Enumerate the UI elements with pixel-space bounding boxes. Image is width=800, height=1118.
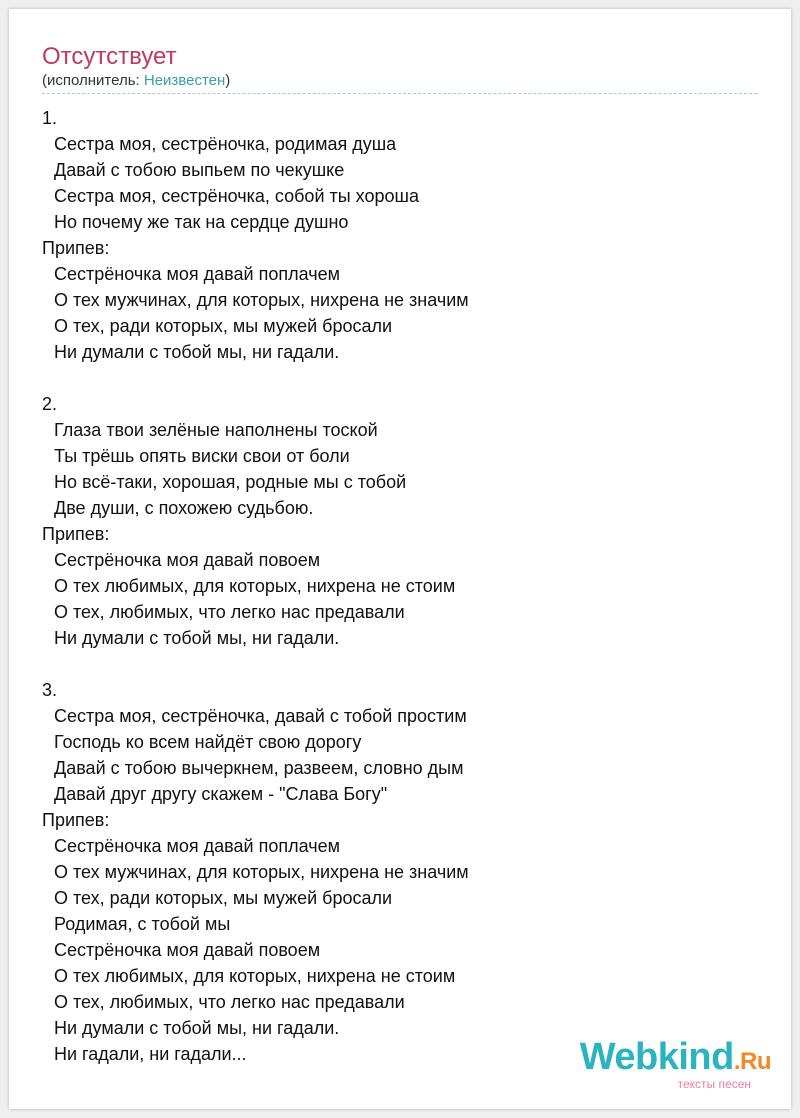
lyric-line: Ни гадали, ни гадали... [54,1044,247,1064]
logo-name: Webkind [579,1036,734,1078]
lyric-section-label: 2. [42,394,58,414]
lyric-section-label: 3. [42,680,58,700]
logo-tld: .Ru [733,1048,771,1075]
lyric-line: О тех, ради которых, мы мужей бросали [54,888,393,908]
lyric-section-label: Припев: [42,524,110,544]
lyric-line: О тех любимых, для которых, нихрена не стоим [54,576,456,596]
lyric-line: Сестрёночка моя давай поплачем [54,264,340,284]
artist-suffix: ) [225,72,231,89]
lyric-line: Сестра моя, сестрёночка, собой ты хороша [54,186,419,206]
artist-link[interactable]: Неизвестен [143,72,226,89]
lyric-line: Ни думали с тобой мы, ни гадали. [54,1018,340,1038]
song-title: Отсутствует [42,43,177,70]
lyric-section-label: 1. [42,108,58,128]
lyric-line: О тех, любимых, что легко нас предавали [54,602,405,622]
lyrics-page [9,9,791,1109]
lyric-line: О тех мужчинах, для которых, нихрена не значим [54,862,469,882]
lyric-line: Давай с тобою выпьем по чекушке [54,160,345,180]
lyric-line: Ты трёшь опять виски свои от боли [54,446,350,466]
lyric-line: Две души, с похожею судьбою. [54,498,314,518]
lyric-spacer [42,651,762,677]
artist-prefix: (исполнитель: [42,72,144,89]
site-logo[interactable] [580,1038,771,1091]
lyric-line: Сестрёночка моя давай повоем [54,940,321,960]
artist-line [42,72,230,89]
lyric-line: Сестрёночка моя давай поплачем [54,836,340,856]
logo-tagline: тексты песен [677,1077,751,1091]
lyric-line: Сестра моя, сестрёночка, родимая душа [54,134,397,154]
lyric-line: О тех, ради которых, мы мужей бросали [54,316,393,336]
lyric-line: Давай друг другу скажем - "Слава Богу" [54,784,388,804]
lyric-spacer [42,365,762,391]
lyric-line: Сестрёночка моя давай повоем [54,550,321,570]
lyric-line: Ни думали с тобой мы, ни гадали. [54,342,340,362]
lyric-line: Господь ко всем найдёт свою дорогу [54,732,362,752]
header-divider [42,93,757,94]
lyric-line: О тех мужчинах, для которых, нихрена не значим [54,290,469,310]
lyric-line: Родимая, с тобой мы [54,914,231,934]
lyric-line: Сестра моя, сестрёночка, давай с тобой простим [54,706,467,726]
lyric-line: О тех любимых, для которых, нихрена не стоим [54,966,456,986]
lyric-line: Давай с тобою вычеркнем, развеем, словно дым [54,758,464,778]
lyric-section-label: Припев: [42,238,110,258]
lyric-line: Ни думали с тобой мы, ни гадали. [54,628,340,648]
lyrics-body [42,105,762,1067]
lyric-section-label: Припев: [42,810,110,830]
lyric-line: Но всё-таки, хорошая, родные мы с тобой [54,472,407,492]
lyric-line: О тех, любимых, что легко нас предавали [54,992,405,1012]
lyric-line: Но почему же так на сердце душно [54,212,349,232]
lyric-line: Глаза твои зелёные наполнены тоской [54,420,378,440]
